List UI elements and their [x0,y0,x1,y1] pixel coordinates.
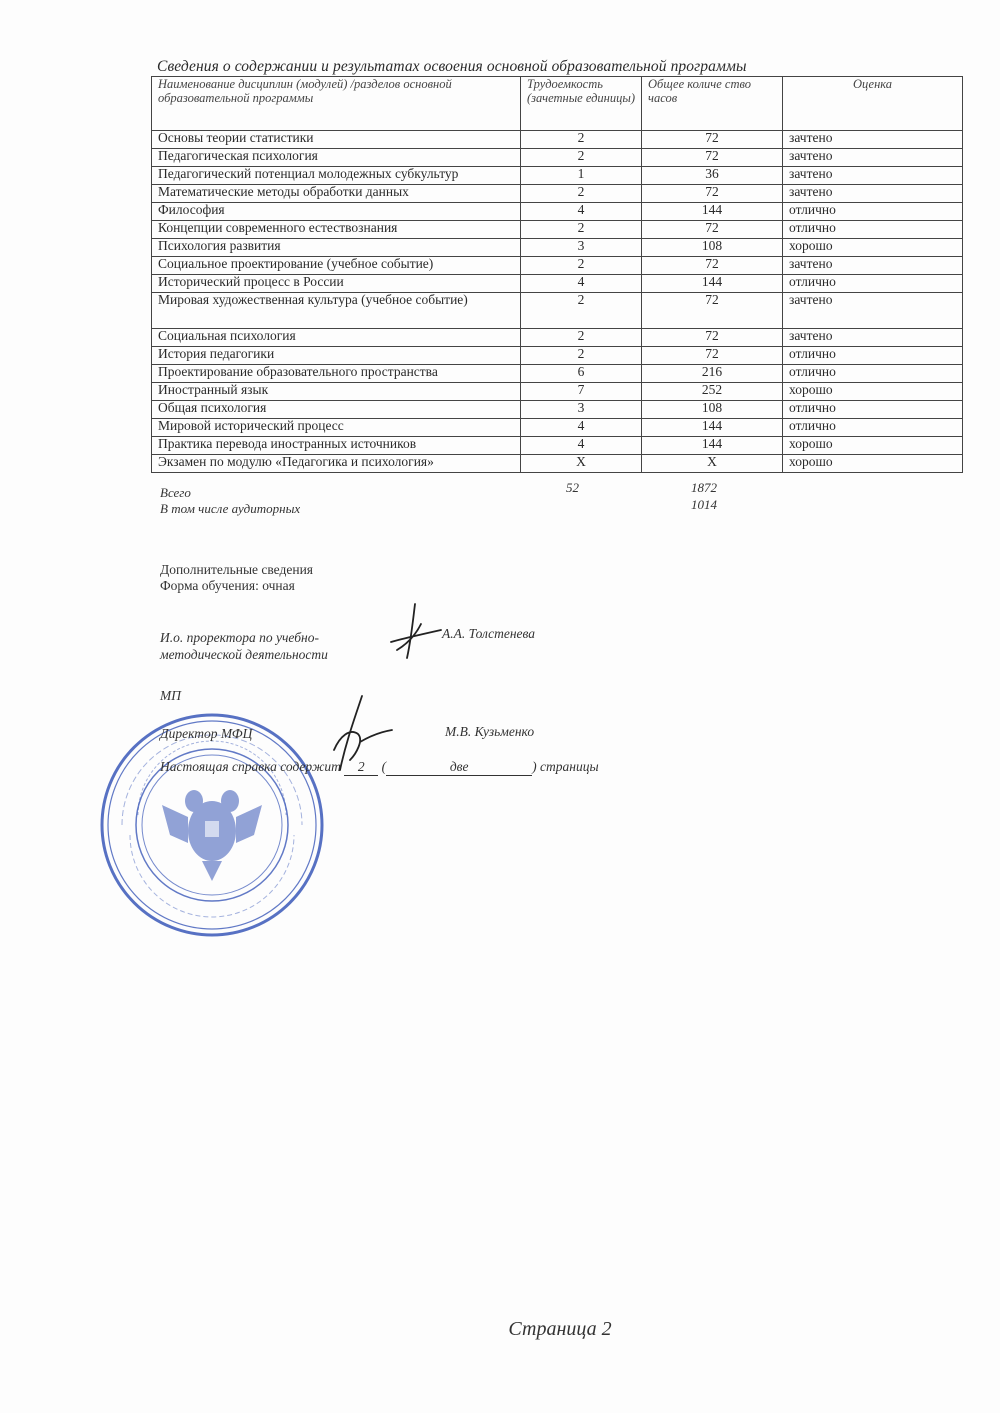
cell-grade: хорошо [783,455,963,473]
cell-grade: отлично [783,203,963,221]
cell-grade: хорошо [783,437,963,455]
cell-hours: 72 [642,329,783,347]
cell-credits: 3 [521,239,642,257]
cell-credits: 7 [521,383,642,401]
pages-number: 2 [344,759,378,776]
header-hours: Общее количе ство часов [642,77,783,131]
cell-grade: хорошо [783,239,963,257]
table-row [152,221,963,239]
cell-discipline: Исторический процесс в России [152,275,521,293]
cell-discipline: Проектирование образовательного пространства [152,365,521,383]
table-row [152,347,963,365]
vice-rector-name: А.А. Толстенева [442,626,536,641]
classroom-label: В том числе аудиторных [160,501,301,516]
total-hours: 1872 [691,480,717,495]
vice-rector-title-line1: И.о. проректора по учебно- [160,630,319,645]
cell-credits: 1 [521,167,642,185]
table-row [152,257,963,275]
cell-discipline: Общая психология [152,401,521,419]
cell-discipline: Педагогическая психология [152,149,521,167]
cell-hours: 252 [642,383,783,401]
classroom-hours: 1014 [691,497,717,512]
cell-hours: 72 [642,185,783,203]
cell-hours: 144 [642,437,783,455]
cell-credits: 2 [521,131,642,149]
cell-credits: 2 [521,257,642,275]
table-row [152,275,963,293]
cell-discipline: Социальное проектирование (учебное событие) [152,257,521,275]
cell-credits: 4 [521,437,642,455]
cell-hours: 36 [642,167,783,185]
cell-discipline: Практика перевода иностранных источников [152,437,521,455]
header-discipline: Наименование дисциплин (модулей) /разделов основной образовательной программы [152,77,521,131]
cell-credits: Х [521,455,642,473]
cell-hours: 144 [642,275,783,293]
cell-discipline: Основы теории статистики [152,131,521,149]
table-row [152,437,963,455]
table-row [152,419,963,437]
vice-rector-signature [385,600,445,665]
cell-discipline: Мировая художественная культура (учебное событие) [152,293,521,329]
cell-hours: 216 [642,365,783,383]
cell-credits: 3 [521,401,642,419]
cell-discipline: Экзамен по модулю «Педагогика и психология» [152,455,521,473]
header-grade: Оценка [783,77,963,131]
table-header-row [152,77,963,131]
table-row [152,203,963,221]
cell-discipline: Математические методы обработки данных [152,185,521,203]
total-label: Всего [160,485,191,500]
page-number-footer: Страница 2 [508,1318,612,1340]
cell-grade: зачтено [783,329,963,347]
table-row [152,401,963,419]
cell-credits: 2 [521,329,642,347]
cell-credits: 2 [521,293,642,329]
cell-hours: 72 [642,347,783,365]
grades-table [151,76,963,473]
cell-hours: Х [642,455,783,473]
table-row [152,239,963,257]
pages-statement: Настоящая справка содержит 2 ( две ) страницы [160,759,599,774]
cell-grade: зачтено [783,167,963,185]
cell-grade: зачтено [783,293,963,329]
cell-grade: хорошо [783,383,963,401]
cell-discipline: Педагогический потенциал молодежных субкультур [152,167,521,185]
cell-grade: зачтено [783,149,963,167]
page-title: Сведения о содержании и результатах освоения основной образовательной программы [157,58,747,75]
additional-heading: Дополнительные сведения [160,562,314,577]
cell-discipline: Философия [152,203,521,221]
cell-hours: 72 [642,149,783,167]
director-name: М.В. Кузьменко [445,724,535,739]
table-row [152,131,963,149]
cell-discipline: Иностранный язык [152,383,521,401]
cell-hours: 72 [642,221,783,239]
cell-hours: 72 [642,257,783,275]
cell-credits: 2 [521,221,642,239]
cell-credits: 4 [521,203,642,221]
pages-words: две [386,759,532,776]
table-row [152,293,963,329]
cell-grade: отлично [783,401,963,419]
table-row [152,149,963,167]
table-row [152,383,963,401]
table-row [152,185,963,203]
vice-rector-title-line2: методической деятельности [160,647,328,662]
cell-discipline: Психология развития [152,239,521,257]
cell-hours: 72 [642,293,783,329]
cell-grade: отлично [783,347,963,365]
cell-credits: 6 [521,365,642,383]
cell-grade: отлично [783,221,963,239]
cell-hours: 108 [642,401,783,419]
cell-grade: отлично [783,419,963,437]
cell-grade: зачтено [783,185,963,203]
cell-credits: 4 [521,419,642,437]
director-title: Директор МФЦ [160,726,253,741]
table-row [152,365,963,383]
total-credits: 52 [566,480,579,495]
table-row [152,455,963,473]
header-credits: Трудоемкость (зачетные единицы) [521,77,642,131]
cell-discipline: История педагогики [152,347,521,365]
study-form: Форма обучения: очная [160,578,295,593]
cell-discipline: Социальная психология [152,329,521,347]
cell-grade: отлично [783,275,963,293]
cell-hours: 108 [642,239,783,257]
cell-credits: 2 [521,347,642,365]
cell-hours: 144 [642,203,783,221]
cell-credits: 2 [521,185,642,203]
stamp-label: МП [160,688,181,703]
table-row [152,167,963,185]
cell-grade: зачтено [783,257,963,275]
cell-hours: 72 [642,131,783,149]
cell-grade: зачтено [783,131,963,149]
cell-discipline: Концепции современного естествознания [152,221,521,239]
table-row [152,329,963,347]
table-body [152,131,963,473]
pages-prefix: Настоящая справка содержит [160,759,341,774]
pages-suffix: страницы [540,759,599,774]
cell-discipline: Мировой исторический процесс [152,419,521,437]
cell-hours: 144 [642,419,783,437]
cell-credits: 4 [521,275,642,293]
cell-credits: 2 [521,149,642,167]
cell-grade: отлично [783,365,963,383]
